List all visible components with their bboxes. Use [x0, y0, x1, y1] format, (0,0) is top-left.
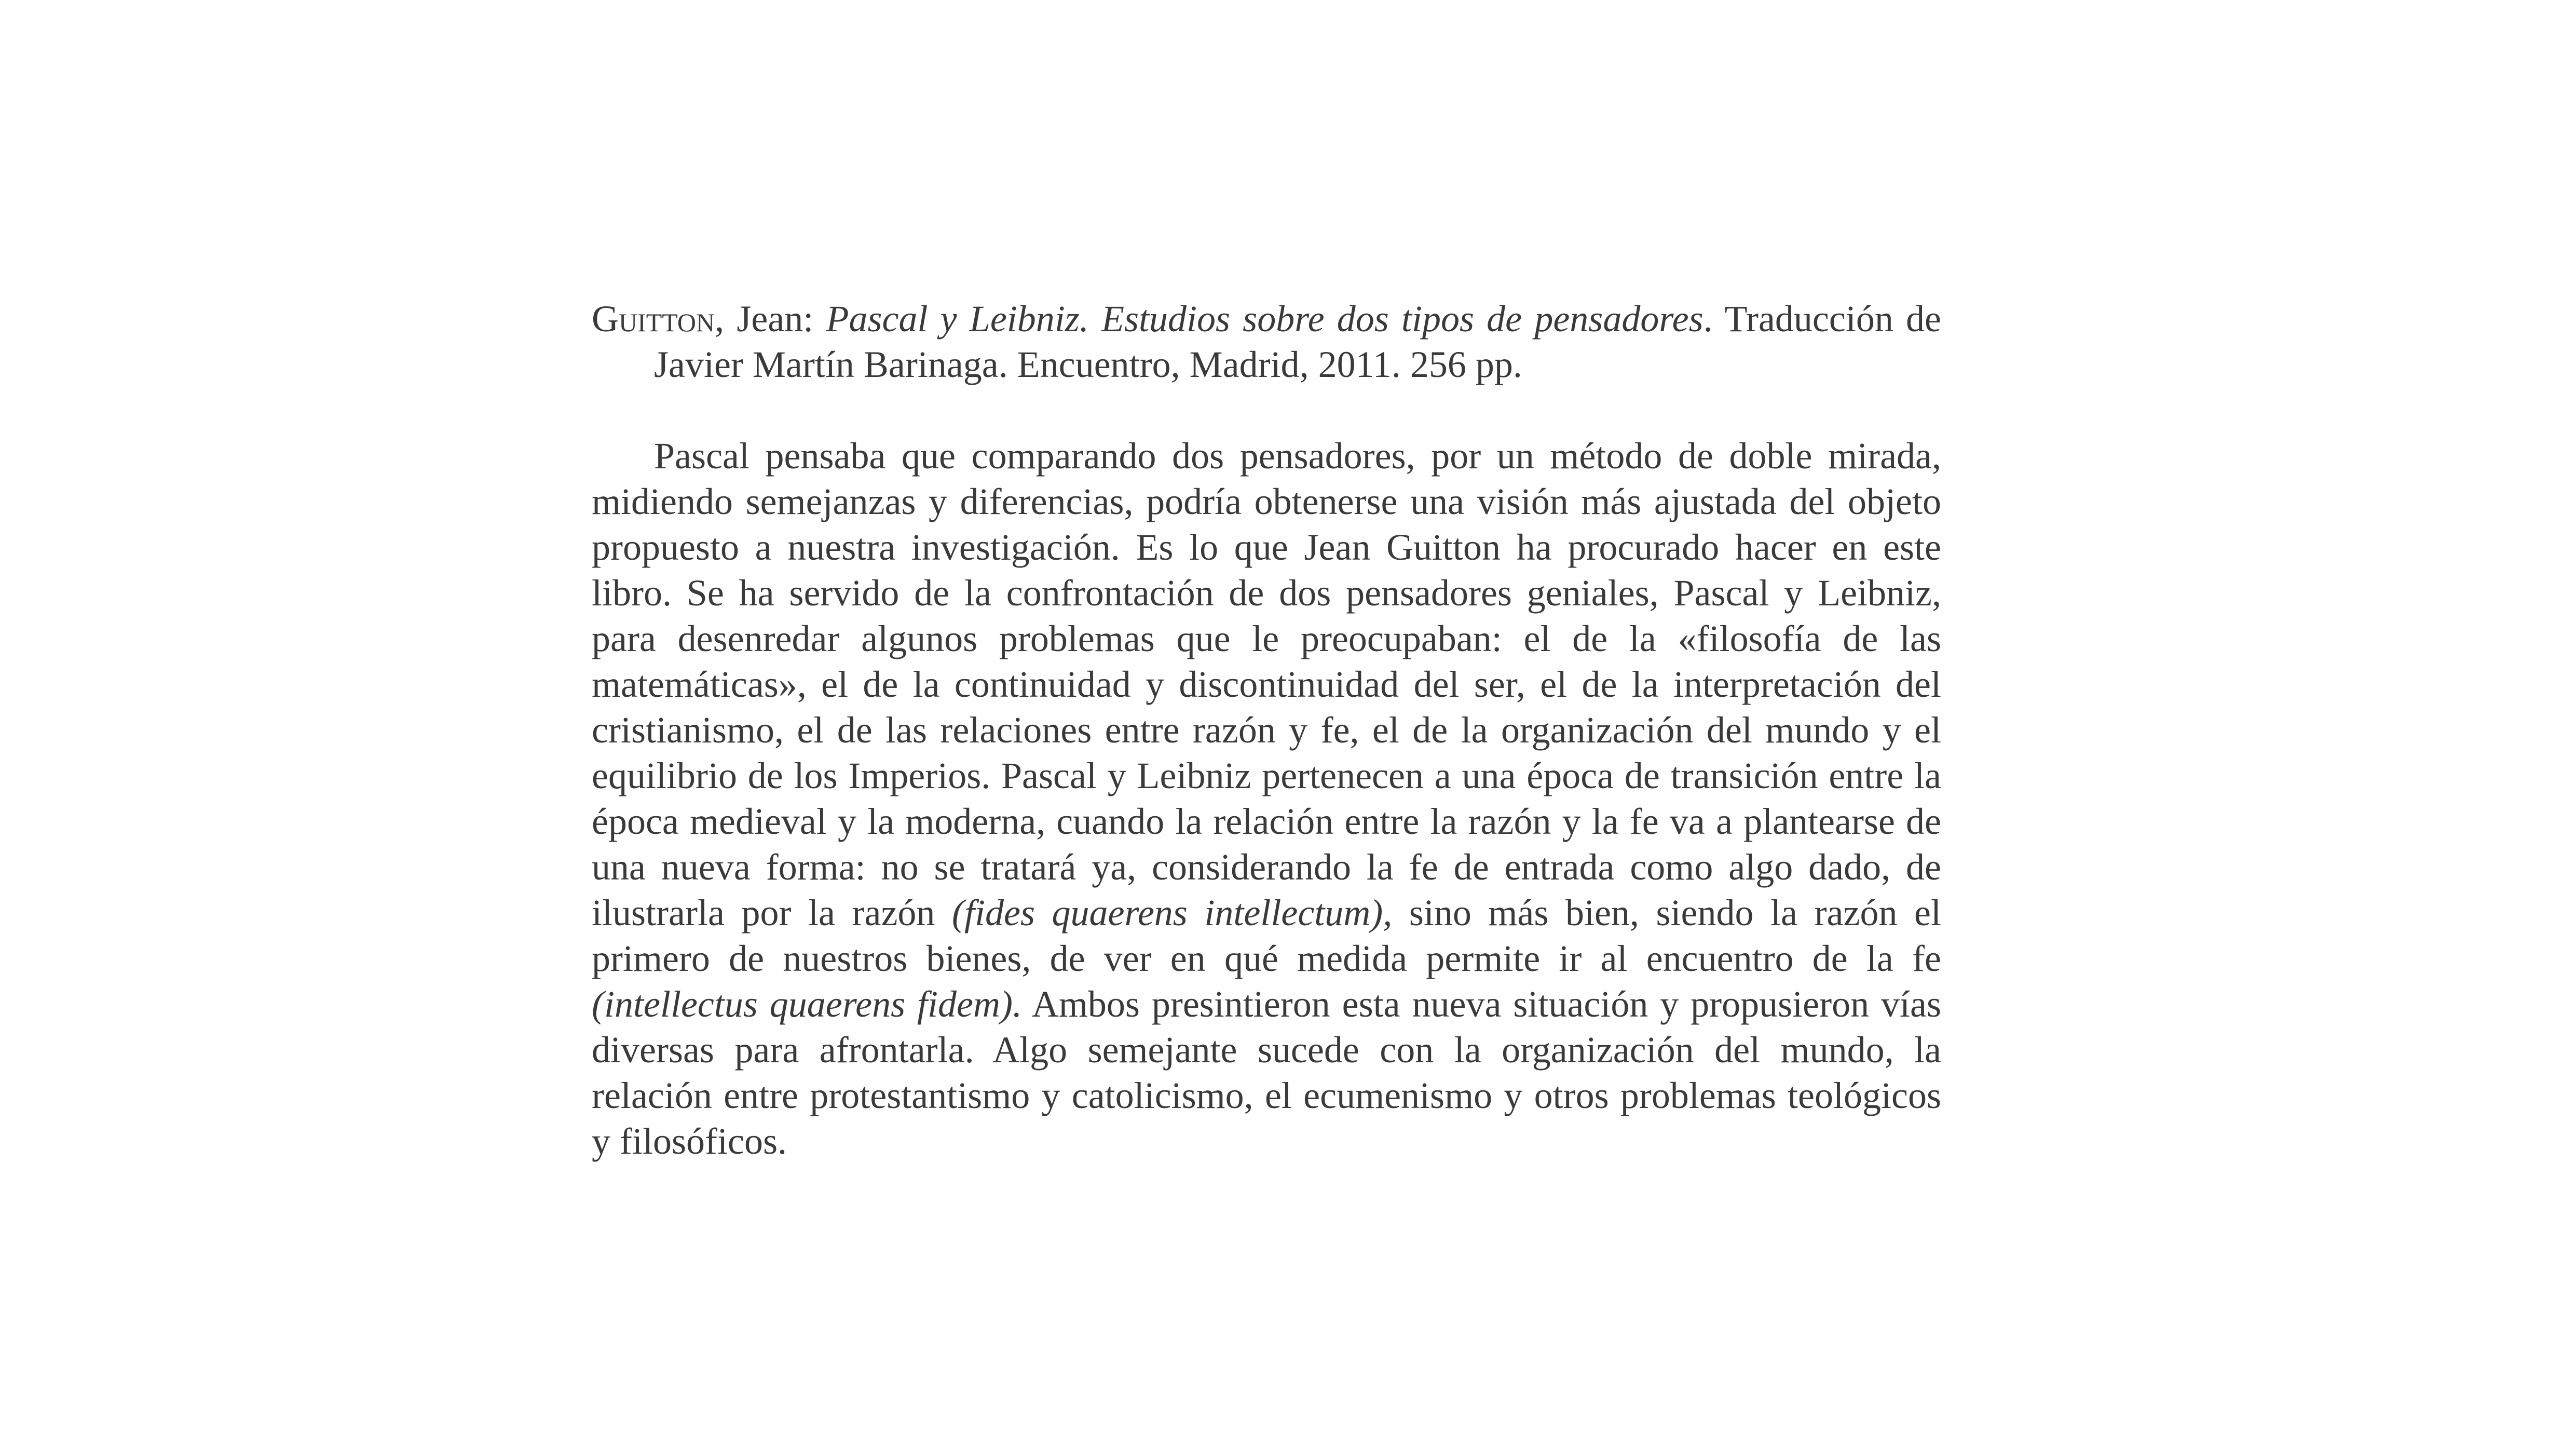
latin-phrase-1: (fides quaerens intellectum), [952, 892, 1393, 934]
review-text-part-1: Pascal pensaba que comparando dos pensadores, por un método de doble mirada, midiendo semejanzas y diferencias, podría obtenerse una visión más ajustada del objeto propuesto a nuestra investigación. Es lo que Jean Guitton ha procurado hacer en este libro. Se ha servido de la confrontación de dos pensadores geniales, Pascal y Leibniz, para desenredar algunos problemas que le preocupaban: el de la «filosofía de las matemáticas», el de la continuidad y discontinuidad del ser, el de la interpretación del cristianismo, el de las relaciones entre razón y fe, el de la organización del mundo y el equilibrio de los Imperios. Pascal y Leibniz pertenecen a una época de transición entre la época medieval y la moderna, cuando la relación entre la razón y la fe va a plantearse de una nueva forma: no se tratará ya, considerando la fe de entrada como algo dado, de ilustrarla por la razón [592, 435, 1941, 934]
review-paragraph [592, 433, 1941, 1164]
author-given-name: , Jean: [715, 298, 826, 340]
book-citation [592, 296, 1941, 387]
author-surname: Guitton [592, 298, 715, 340]
latin-phrase-2: (intellectus quaerens fidem). [592, 983, 1022, 1025]
review-text-part-2: sino más bien, siendo la razón el primero de nuestros bienes, de ver en qué medida permite ir al encuentro de la fe [592, 892, 1942, 979]
publication-details: . Traducción de Javier Martín Barinaga. Encuentro, Madrid, 2011. 256 pp. [654, 298, 1941, 385]
review-page [592, 296, 1941, 1164]
book-title: Pascal y Leibniz. Estudios sobre dos tipos de pensadores [826, 298, 1703, 340]
review-text-part-3: Ambos presintieron esta nueva situación y propusieron vías diversas para afrontarla. Algo semejante sucede con la organización del mundo, la relación entre protestantismo y catolicismo, el ecumenismo y otros problemas teológicos y filosóficos. [592, 983, 1941, 1162]
